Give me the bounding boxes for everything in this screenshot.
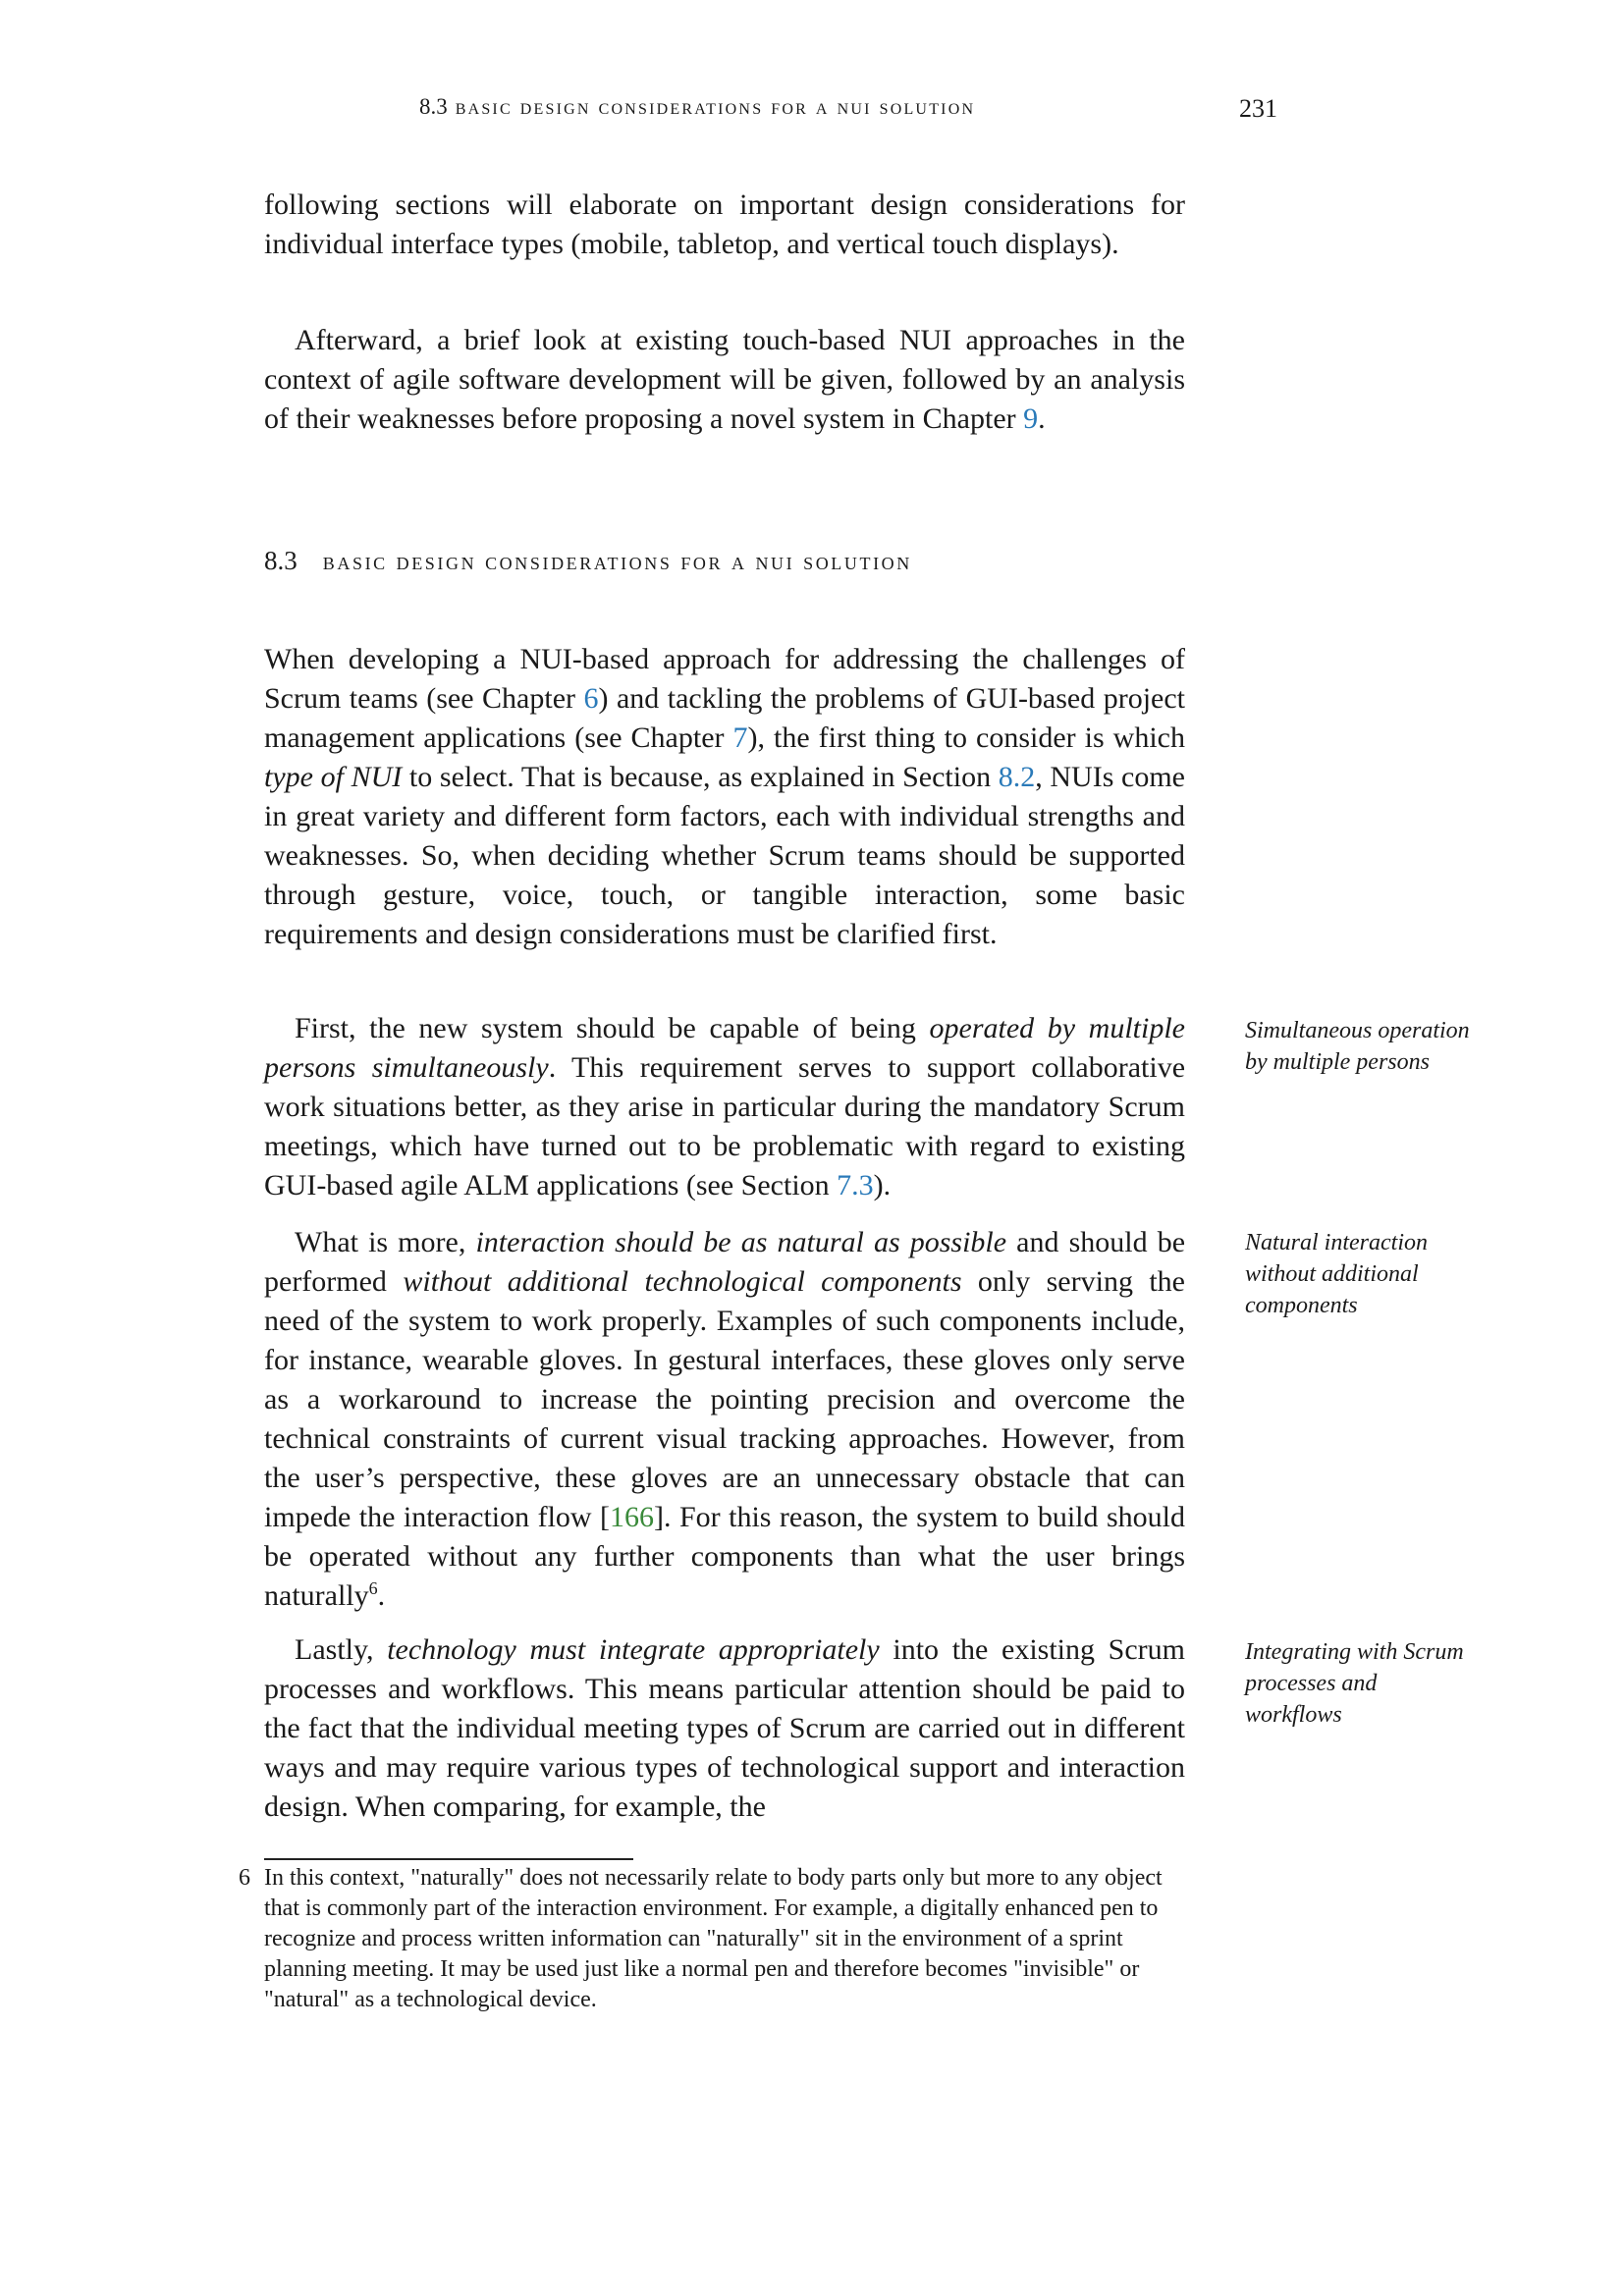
paragraph <box>264 1223 1185 1616</box>
text-segment: When developing a NUI-based approach for addressing the challenges of Scrum teams (see Chapter <box>264 643 1185 715</box>
footnote-text: In this context, "naturally" does not necessarily relate to body parts only but more to any object that is commonly part of the interaction environment. For example, a digitally enhanced pen to recognize and process written information can "naturally" sit in the environment of a sprint planning meeting. It may be used just like a normal pen and therefore becomes "invisible" or "natural" as a technological device. <box>264 1865 1163 2012</box>
footnote <box>239 1863 1185 2015</box>
emphasis-text: technology must integrate appropriately <box>387 1633 880 1666</box>
emphasis-text: interaction should be as natural as possible <box>475 1226 1007 1258</box>
running-header <box>419 94 1185 120</box>
cross-reference-link[interactable]: 6 <box>583 682 599 715</box>
text-segment: into the existing Scrum processes and workflows. This means particular attention should be paid to the fact that the individual meeting types of Scrum are carried out in different ways and may require various types of technological support and interaction design. When comparing, for example, the <box>264 1633 1185 1823</box>
text-segment: ) and tackling the problems of GUI-based project management applications (see Chapter <box>264 682 1186 754</box>
text-segment: following sections will elaborate on important design considerations for individual interface types (mobile, tabletop, and vertical touch displays). <box>264 188 1185 260</box>
text-segment: ]. For this reason, the system to build should be operated without any further components than what the user brings naturally <box>264 1501 1185 1612</box>
paragraph <box>264 1009 1185 1205</box>
text-segment: Lastly, <box>295 1633 388 1666</box>
footnote-rule <box>264 1858 633 1860</box>
paragraph <box>264 640 1185 954</box>
running-header-title: basic design considerations for a nui solution <box>455 94 976 119</box>
section-heading <box>264 546 912 576</box>
margin-note: Integrating with Scrum processes and workflows <box>1245 1639 1464 1728</box>
section-number: 8.3 <box>264 546 298 575</box>
emphasis-text: without additional technological components <box>403 1265 962 1298</box>
text-segment: What is more, <box>295 1226 476 1258</box>
footnote-marker[interactable]: 6 <box>368 1578 378 1598</box>
text-segment: . This requirement serves to support collaborative work situations better, as they arise in particular during the mandatory Scrum meetings, which have turned out to be problematic with regard to existing GUI-based agile ALM applications (see Section <box>264 1051 1186 1201</box>
cross-reference-link[interactable]: 7.3 <box>837 1169 874 1201</box>
emphasis-text: operated by multiple persons simultaneously <box>264 1012 1185 1084</box>
text-segment: . <box>377 1579 386 1612</box>
text-segment: First, the new system should be capable of being <box>295 1012 930 1044</box>
page-number: 231 <box>1239 94 1277 123</box>
paragraph <box>264 1630 1185 1827</box>
text-segment: , NUIs come in great variety and different form factors, each with individual strengths and weaknesses. So, when deciding whether Scrum teams should be supported through gesture, voice, touch, or tangible interaction, some basic requirements and design considerations must be clarified first. <box>264 761 1185 950</box>
text-segment: ), the first thing to consider is which <box>747 721 1185 754</box>
text-segment: only serving the need of the system to work properly. Examples of such components include, for instance, wearable gloves. In gestural interfaces, these gloves only serve as a workaround to increase the pointing precision and overcome the technical constraints of current visual tracking approaches. However, from the user’s perspective, these gloves are an unnecessary obstacle that can impede the interaction flow [ <box>264 1265 1185 1533</box>
margin-note: Simultaneous operation by multiple persons <box>1245 1018 1470 1075</box>
citation-link[interactable]: 166 <box>610 1501 655 1533</box>
section-title: basic design considerations for a nui solution <box>322 549 912 575</box>
margin-note: Natural interaction without additional components <box>1245 1230 1428 1318</box>
cross-reference-link[interactable]: 7 <box>732 721 748 754</box>
paragraph <box>264 186 1185 264</box>
running-header-number: 8.3 <box>419 94 448 119</box>
text-segment: . <box>1038 402 1046 435</box>
text-segment: ). <box>873 1169 892 1201</box>
emphasis-text: type of NUI <box>264 761 403 793</box>
footnote-number: 6 <box>239 1865 250 1891</box>
text-segment: Afterward, a brief look at existing touch-based NUI approaches in the context of agile software development will be given, followed by an analysis of their weaknesses before proposing a novel system in Chapter <box>264 324 1185 435</box>
paragraph <box>264 321 1185 439</box>
cross-reference-link[interactable]: 9 <box>1023 402 1039 435</box>
text-segment: and should be performed <box>264 1226 1186 1298</box>
text-segment: to select. That is because, as explained in Section <box>402 761 999 793</box>
cross-reference-link[interactable]: 8.2 <box>998 761 1036 793</box>
